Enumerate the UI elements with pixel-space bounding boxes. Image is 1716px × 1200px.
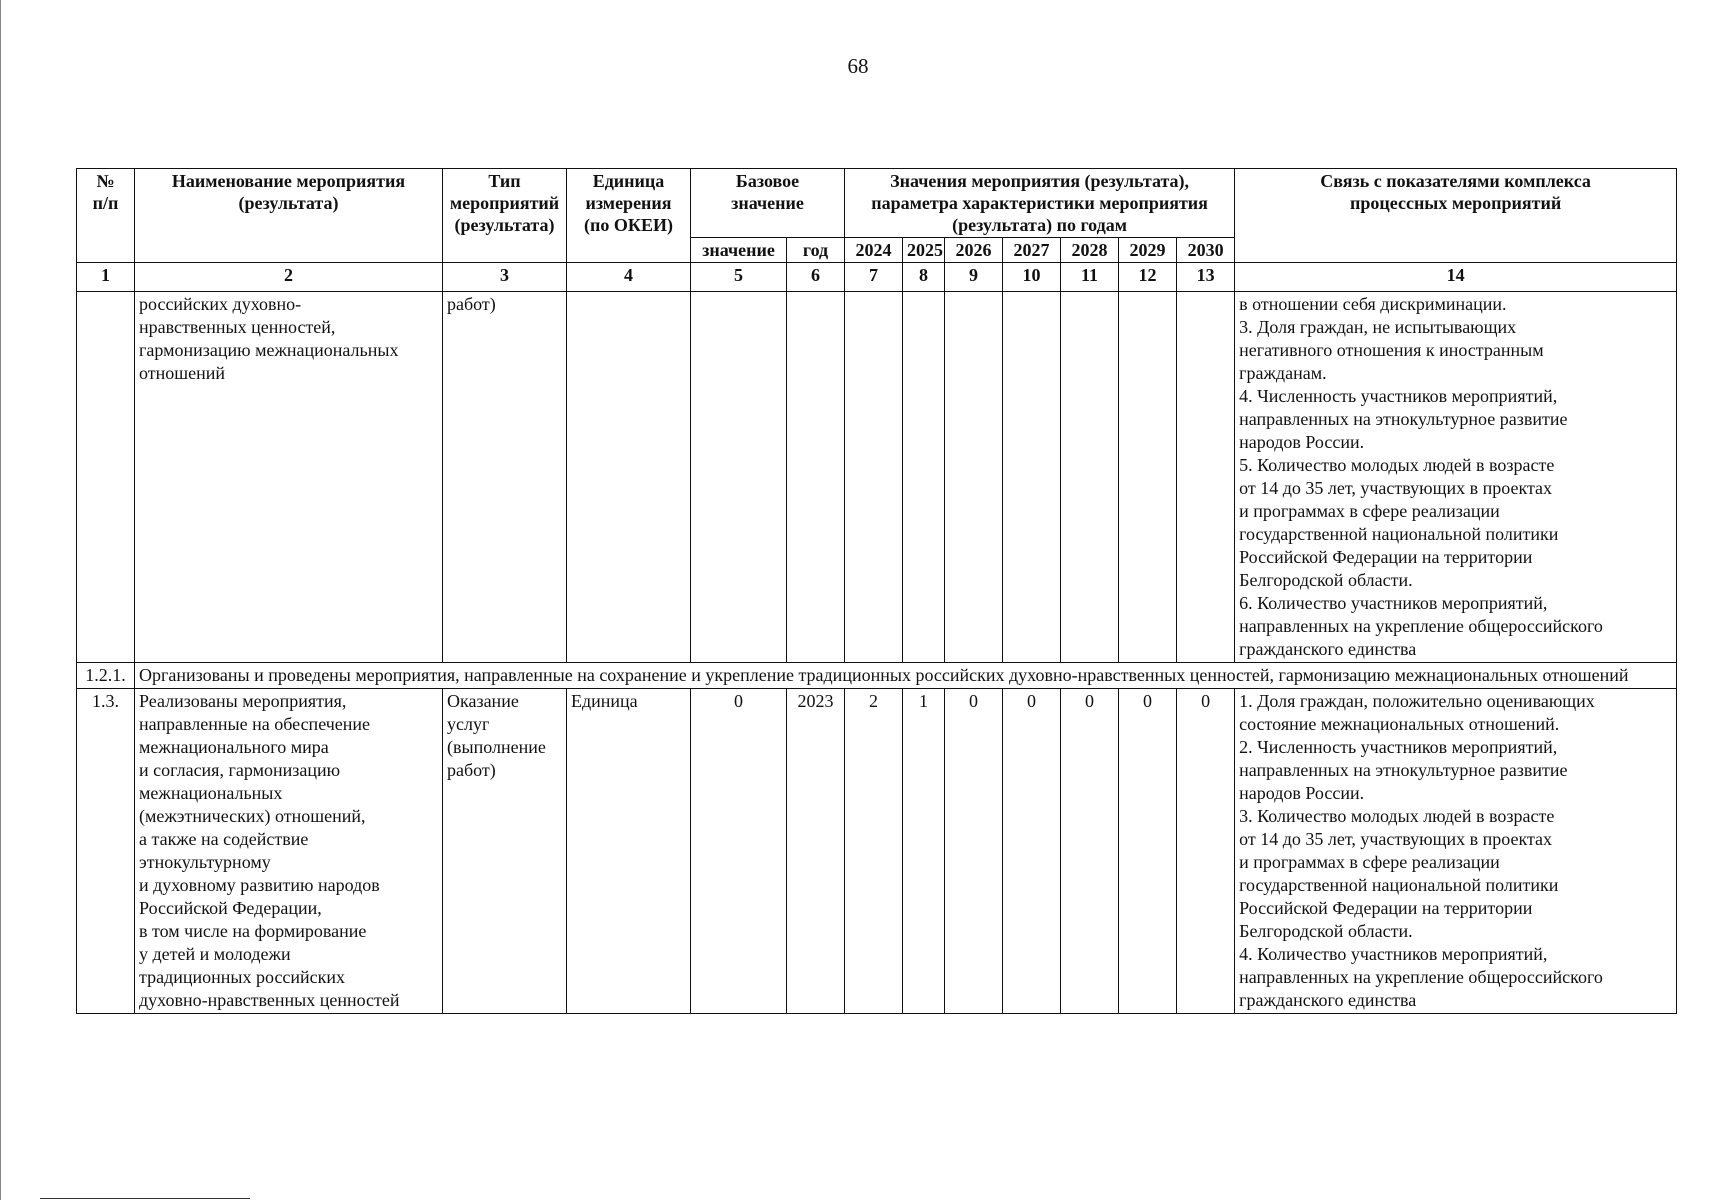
row-year-value xyxy=(1061,292,1119,663)
row-year-value xyxy=(945,292,1003,663)
column-number: 5 xyxy=(691,263,787,292)
row-base-year xyxy=(787,292,845,663)
column-number: 12 xyxy=(1119,263,1177,292)
header-base-value: значение xyxy=(691,238,787,263)
header-base: Базовое значение xyxy=(691,169,845,238)
table-row-1-3 xyxy=(77,689,1677,1014)
header-num: № п/п xyxy=(77,169,135,263)
column-number-row xyxy=(77,263,1677,292)
row-merged-text: Организованы и проведены мероприятия, направленные на сохранение и укрепление традиционных российских духовно-нравственных ценностей, гармонизацию межнациональных отношений xyxy=(135,663,1677,689)
header-year: 2028 xyxy=(1061,238,1119,263)
column-number: 14 xyxy=(1235,263,1677,292)
row-base-year: 2023 xyxy=(787,689,845,1014)
row-year-value: 0 xyxy=(945,689,1003,1014)
row-num: 1.2.1. xyxy=(77,663,135,689)
row-link: в отношении себя дискриминации. 3. Доля граждан, не испытывающих негативного отношения к иностранным гражданам. 4. Численность участников мероприятий, направленных на этнокультурное развитие народов России. 5. Количество молодых людей в возрасте от 14 до 35 лет, участвующих в проектах и программах в сфере реализации государственной национальной политики Российской Федерации на территории Белгородской области. 6. Количество участников мероприятий, направленных на укрепление общероссийского гражданского единства xyxy=(1235,292,1677,663)
row-base-value xyxy=(691,292,787,663)
header-row-1 xyxy=(77,169,1677,238)
column-number: 2 xyxy=(135,263,443,292)
header-name: Наименование мероприятия (результата) xyxy=(135,169,443,263)
measures-table xyxy=(76,168,1677,1014)
header-base-year: год xyxy=(787,238,845,263)
row-base-value: 0 xyxy=(691,689,787,1014)
column-number: 11 xyxy=(1061,263,1119,292)
row-year-value: 1 xyxy=(903,689,945,1014)
row-name: Реализованы мероприятия, направленные на обеспечение межнационального мира и согласия, гармонизацию межнациональных (межэтнических) отношений, а также на содействие этнокультурному и духовному развитию народов Российской Федерации, в том числе на формирование у детей и молодежи традиционных российских духовно-нравственных ценностей xyxy=(135,689,443,1014)
row-num xyxy=(77,292,135,663)
row-year-value: 0 xyxy=(1177,689,1235,1014)
row-link: 1. Доля граждан, положительно оценивающих состояние межнациональных отношений. 2. Численность участников мероприятий, направленных на этнокультурное развитие народов России. 3. Количество молодых людей в возрасте от 14 до 35 лет, участвующих в проектах и программах в сфере реализации государственной национальной политики Российской Федерации на территории Белгородской области. 4. Количество участников мероприятий, направленных на укрепление общероссийского гражданского единства xyxy=(1235,689,1677,1014)
row-year-value xyxy=(1003,292,1061,663)
column-number: 9 xyxy=(945,263,1003,292)
page-edge xyxy=(0,0,1,1200)
header-link: Связь с показателями комплекса процессных мероприятий xyxy=(1235,169,1677,263)
header-year: 2029 xyxy=(1119,238,1177,263)
header-unit: Единица измерения (по ОКЕИ) xyxy=(567,169,691,263)
column-number: 6 xyxy=(787,263,845,292)
row-unit xyxy=(567,292,691,663)
row-year-value xyxy=(1119,292,1177,663)
row-unit: Единица xyxy=(567,689,691,1014)
column-number: 10 xyxy=(1003,263,1061,292)
column-number: 7 xyxy=(845,263,903,292)
column-number: 13 xyxy=(1177,263,1235,292)
row-num: 1.3. xyxy=(77,689,135,1014)
row-year-value xyxy=(845,292,903,663)
row-year-value: 0 xyxy=(1119,689,1177,1014)
header-values-by-year: Значения мероприятия (результата), параметра характеристики мероприятия (результата) по годам xyxy=(845,169,1235,238)
header-year: 2026 xyxy=(945,238,1003,263)
page-number: 68 xyxy=(847,54,869,78)
header-year: 2030 xyxy=(1177,238,1235,263)
column-number: 1 xyxy=(77,263,135,292)
row-year-value: 0 xyxy=(1061,689,1119,1014)
row-year-value xyxy=(1177,292,1235,663)
header-year: 2025 xyxy=(903,238,945,263)
row-type: работ) xyxy=(443,292,567,663)
column-number: 8 xyxy=(903,263,945,292)
row-name: российских духовно- нравственных ценностей, гармонизацию межнациональных отношений xyxy=(135,292,443,663)
table-row-continued xyxy=(77,292,1677,663)
table-row-1-2-1 xyxy=(77,663,1677,689)
header-year: 2027 xyxy=(1003,238,1061,263)
row-type: Оказание услуг (выполнение работ) xyxy=(443,689,567,1014)
row-year-value: 0 xyxy=(1003,689,1061,1014)
column-number: 4 xyxy=(567,263,691,292)
header-type: Тип мероприятий (результата) xyxy=(443,169,567,263)
row-year-value: 2 xyxy=(845,689,903,1014)
row-year-value xyxy=(903,292,945,663)
footer-rule xyxy=(40,1198,250,1199)
column-number: 3 xyxy=(443,263,567,292)
header-year: 2024 xyxy=(845,238,903,263)
